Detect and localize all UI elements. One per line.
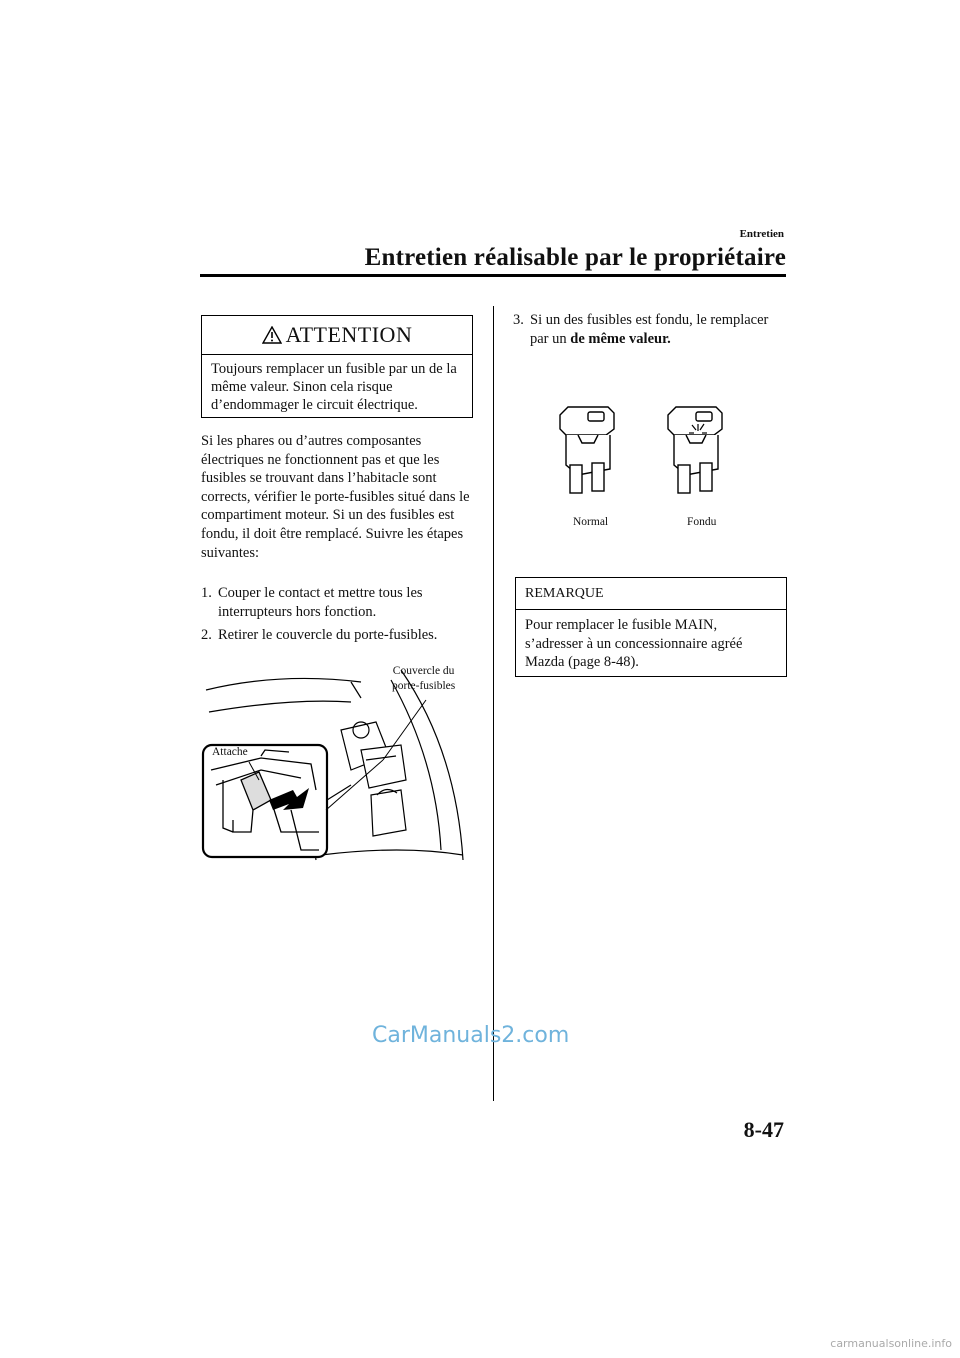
remarque-box (515, 577, 787, 677)
step-3 (513, 311, 783, 348)
attention-text: Toujours remplacer un fusible par un de la même valeur. Sinon cela risque d’endommager le circuit électrique. (211, 361, 457, 413)
step-number: 1. (201, 585, 212, 601)
step-text (530, 311, 783, 348)
label-fuse-cover (392, 664, 455, 694)
step-text-bold: de même valeur. (570, 330, 671, 347)
label-blown: Fondu (687, 516, 717, 528)
footer-source: carmanualsonline.info (830, 1337, 952, 1350)
chapter-title: Entretien réalisable par le propriétaire (364, 244, 786, 271)
section-label: Entretien (739, 228, 784, 240)
step-text: Retirer le couvercle du porte-fusibles. (218, 627, 438, 643)
label-fuse-cover-line1: Couvercle du (392, 665, 455, 677)
label-normal: Normal (573, 516, 609, 528)
intro-paragraph: Si les phares ou d’autres composantes électriques ne fonctionnent pas et que les fusibles se trouvant dans l’habitacle sont corrects, vérifier le porte-fusibles situé dans le compartiment moteur. Si un des fusibles est fondu, il doit être remplacé. Suivre les étapes suivantes: (201, 433, 470, 561)
step-number: 3. (513, 312, 524, 328)
attention-header (202, 316, 472, 355)
column-divider (493, 306, 494, 1101)
step-text: Couper le contact et mettre tous les interrupteurs hors fonction. (218, 585, 423, 620)
attention-title: ATTENTION (285, 322, 413, 347)
warning-triangle-icon (262, 326, 282, 344)
label-fuse-cover-line2: porte-fusibles (392, 680, 456, 692)
remarque-text: Pour remplacer le fusible MAIN, s’adresser à un concessionnaire agréé Mazda (page 8-48). (525, 617, 743, 671)
step-number: 2. (201, 627, 212, 643)
attention-box (201, 315, 473, 418)
page-number: 8-47 (743, 1117, 784, 1142)
fuse-comparison-illustration (548, 405, 758, 500)
step-text-main: Si un des fusibles est fondu, le remplacer par un (530, 312, 769, 347)
label-attach: Attache (212, 746, 248, 758)
remarque-title: REMARQUE (516, 578, 786, 610)
step-2 (201, 626, 491, 645)
step-1 (201, 584, 486, 621)
title-rule (200, 274, 786, 277)
watermark: CarManuals2.com (372, 1023, 570, 1048)
